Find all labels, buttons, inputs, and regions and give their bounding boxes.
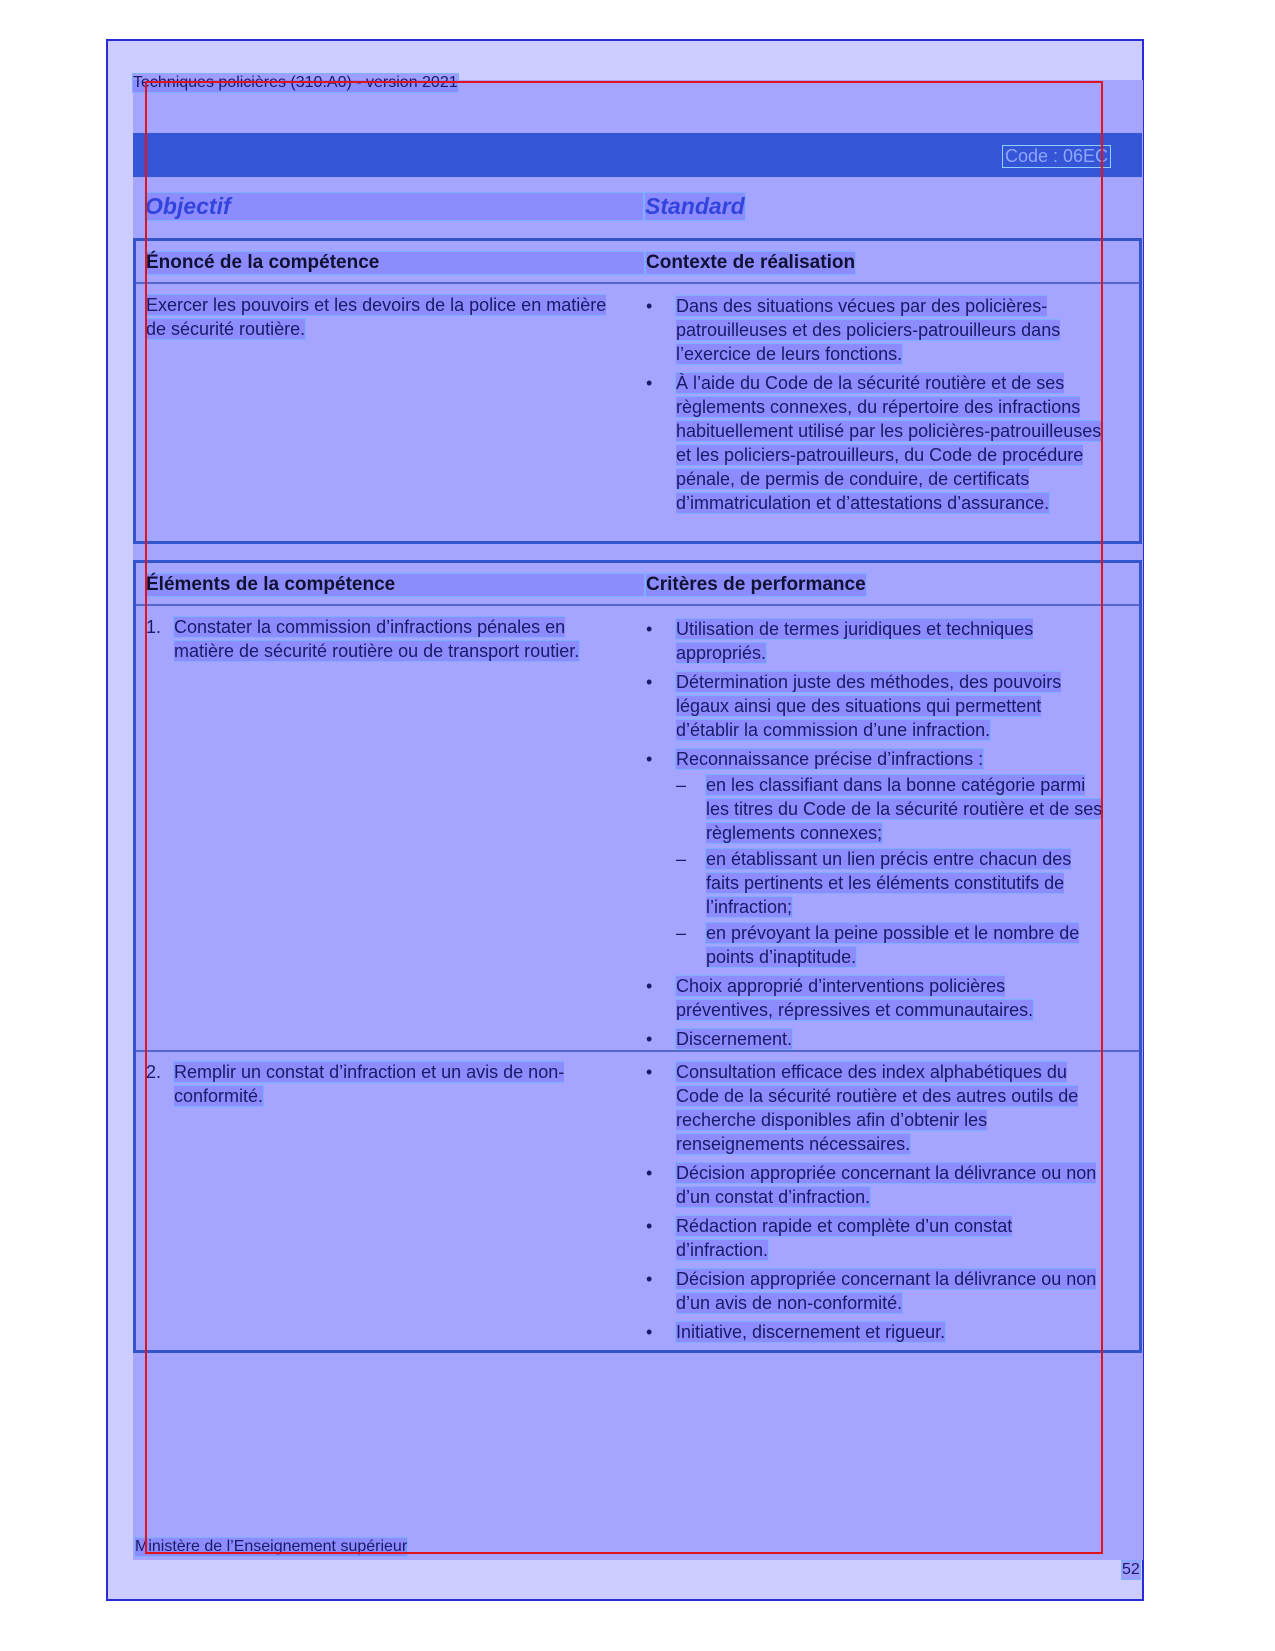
criteria-list-2 [646, 1060, 1106, 1349]
criterion-text: Discernement. [676, 1029, 793, 1049]
context-item-text: À l’aide du Code de la sécurité routière et de ses règlements connexes, du répertoire des infractions habituellement utilisé par les policières-patrouilleuses et les policiers-patrouilleurs, du Code de procédure pénale, de permis de conduire, de certificats d’immatriculation et d’attestations d’assurance. [676, 373, 1102, 513]
criterion-item [646, 1060, 1106, 1156]
elements-header: Éléments de la compétence [146, 574, 644, 596]
criterion-text: Détermination juste des méthodes, des pouvoirs légaux ainsi que des situations qui permettent d’établir la commission d’une infraction. [676, 672, 1062, 740]
criterion-text: Décision appropriée concernant la délivrance ou non d’un avis de non-conformité. [676, 1269, 1097, 1313]
sub-criterion-item [676, 921, 1106, 969]
criterion-item [646, 974, 1106, 1022]
sub-criterion-text: en établissant un lien précis entre chacun des faits pertinents et les éléments constitutifs de l’infraction; [706, 849, 1072, 917]
element-1-text: Constater la commission d’infractions pénales en matière de sécurité routière ou de transport routier. [174, 617, 580, 661]
code-label: Code : 06EC [1002, 145, 1111, 168]
criteria-list-1 [646, 617, 1106, 1056]
criterion-item [646, 1027, 1106, 1051]
criterion-text: Consultation efficace des index alphabétiques du Code de la sécurité routière et des autres outils de recherche disponibles afin d’obtenir les renseignements nécessaires. [676, 1062, 1079, 1154]
sub-criterion-text: en prévoyant la peine possible et le nombre de points d’inaptitude. [706, 923, 1080, 967]
element-1-number: 1. [146, 617, 162, 637]
sub-criterion-text: en les classifiant dans la bonne catégorie parmi les titres du Code de la sécurité routière et de ses règlements connexes; [706, 775, 1103, 843]
element-2 [146, 1060, 616, 1108]
competence-statement-header: Énoncé de la compétence [146, 252, 644, 274]
context-item [646, 371, 1106, 515]
competence-table [133, 238, 1142, 544]
criterion-item [646, 1161, 1106, 1209]
competence-statement [146, 293, 616, 341]
criterion-text: Rédaction rapide et complète d’un constat d’infraction. [676, 1216, 1013, 1260]
elements-header-divider [136, 604, 1139, 606]
criterion-item [646, 1320, 1106, 1344]
criterion-text: Utilisation de termes juridiques et techniques appropriés. [676, 619, 1034, 663]
standard-heading: Standard [645, 193, 745, 219]
competence-header-divider [136, 282, 1139, 284]
row-divider [136, 1050, 1139, 1052]
footer-ministry: Ministère de l’Enseignement supérieur [135, 1538, 408, 1555]
criterion-item [646, 617, 1106, 665]
competence-statement-text: Exercer les pouvoirs et les devoirs de la police en matière de sécurité routière. [146, 295, 607, 339]
elements-table [133, 560, 1142, 1353]
criteria-header: Critères de performance [646, 574, 866, 595]
criterion-text: Décision appropriée concernant la délivrance ou non d’un constat d’infraction. [676, 1163, 1097, 1207]
running-title: Techniques policières (310.A0) - version 2021 [133, 74, 458, 91]
context-item-text: Dans des situations vécues par des policières-patrouilleuses et des policiers-patrouilleurs dans l’exercice de leurs fonctions. [676, 296, 1061, 364]
element-1 [146, 615, 616, 663]
context-item [646, 294, 1106, 366]
criterion-item [646, 670, 1106, 742]
criterion-item [646, 1267, 1106, 1315]
criterion-text: Reconnaissance précise d’infractions : [676, 749, 984, 769]
criterion-text: Choix approprié d’interventions policières préventives, répressives et communautaires. [676, 976, 1034, 1020]
criterion-item [646, 747, 1106, 969]
element-2-text: Remplir un constat d’infraction et un avis de non-conformité. [174, 1062, 565, 1106]
code-bar [133, 133, 1142, 177]
context-list [646, 294, 1106, 520]
sub-criterion-item [676, 847, 1106, 919]
context-header: Contexte de réalisation [646, 252, 856, 273]
element-2-number: 2. [146, 1062, 162, 1082]
criterion-item [646, 1214, 1106, 1262]
criterion-text: Initiative, discernement et rigueur. [676, 1322, 946, 1342]
sub-criterion-item [676, 773, 1106, 845]
page-number: 52 [1122, 1561, 1140, 1578]
objectif-heading: Objectif [145, 193, 643, 220]
